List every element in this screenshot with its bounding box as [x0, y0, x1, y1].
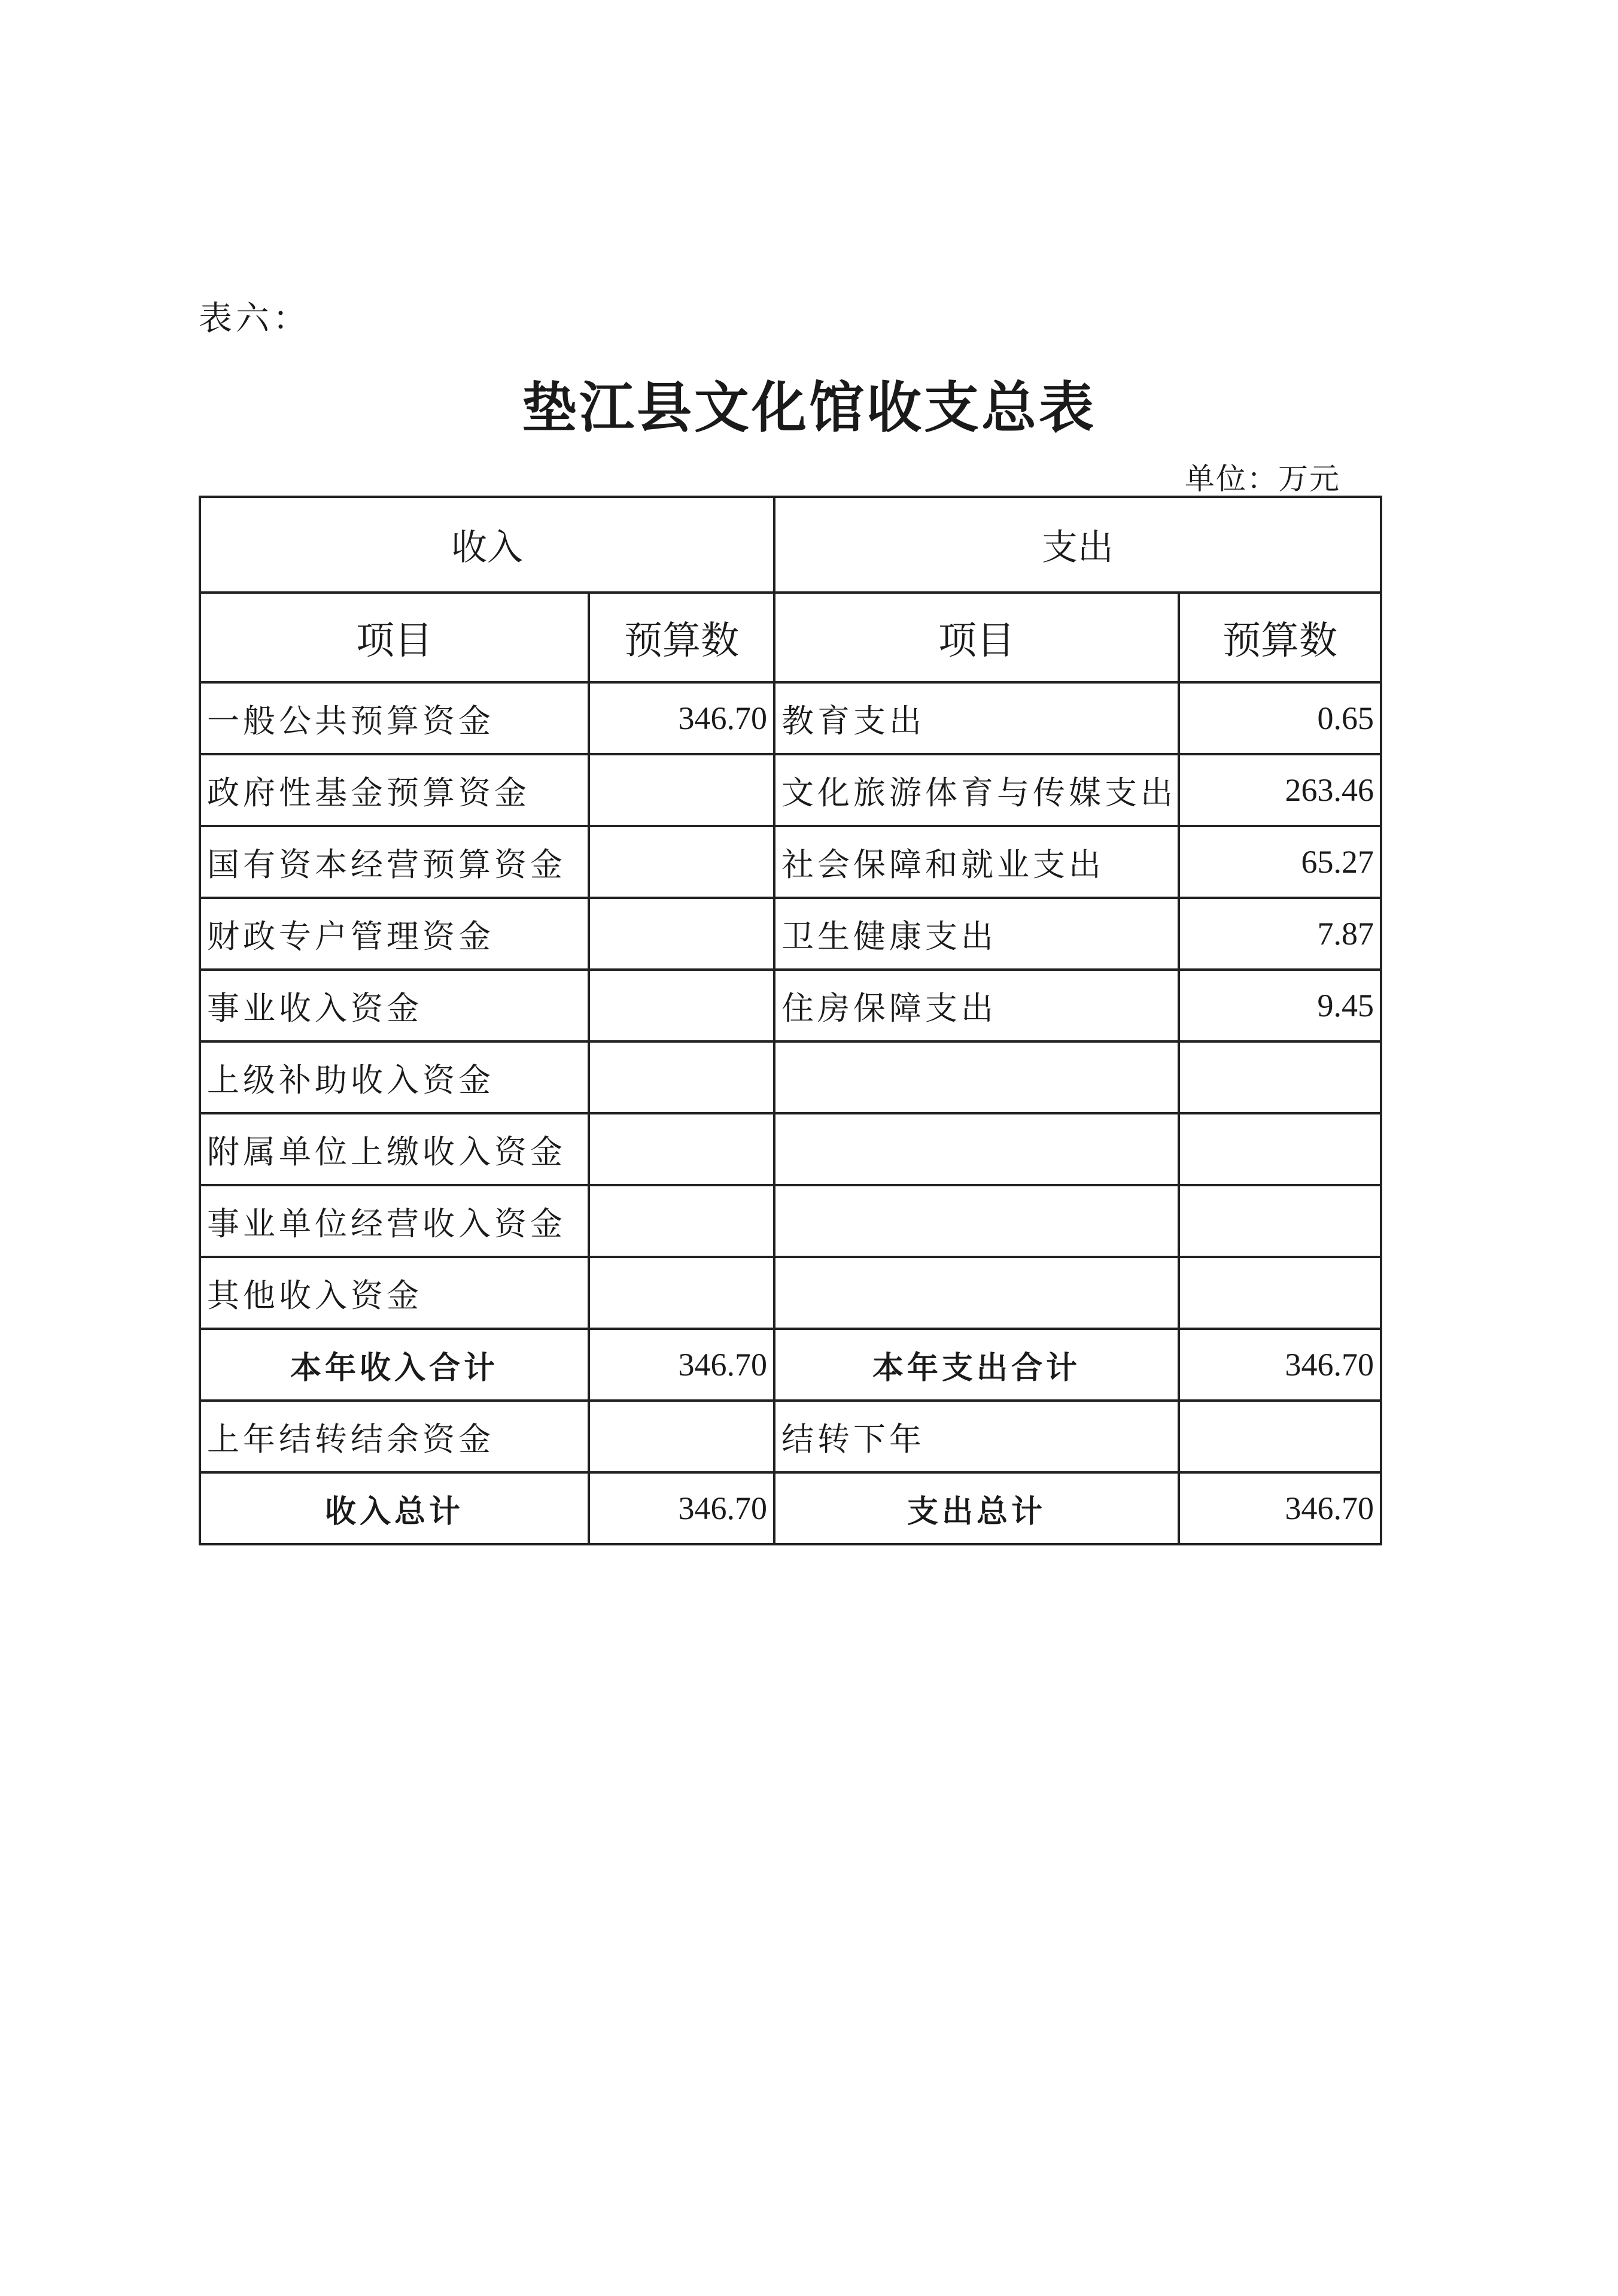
table-row [200, 1041, 1381, 1113]
table-row [200, 898, 1381, 970]
expense-item-cell [774, 1041, 1179, 1113]
income-section-header: 收入 [200, 497, 774, 593]
expense-item-cell: 社会保障和就业支出 [774, 826, 1179, 898]
income-amount-cell [589, 1113, 774, 1185]
income-item-cell: 事业收入资金 [200, 970, 589, 1041]
expense-amount-cell [1179, 1113, 1381, 1185]
expense-amount-cell [1179, 1401, 1381, 1472]
expense-item-cell [774, 1113, 1179, 1185]
income-amount-cell [589, 1041, 774, 1113]
expense-amount-cell [1179, 1041, 1381, 1113]
expense-amount-cell [1179, 1185, 1381, 1257]
income-amount-cell [589, 1185, 774, 1257]
expense-item-cell: 结转下年 [774, 1401, 1179, 1472]
income-item-cell: 其他收入资金 [200, 1257, 589, 1329]
expense-amount-cell: 7.87 [1179, 898, 1381, 970]
income-item-cell: 事业单位经营收入资金 [200, 1185, 589, 1257]
page-title: 垫江县文化馆收支总表 [521, 375, 1096, 440]
income-item-header: 项目 [200, 593, 589, 682]
income-amount-cell [589, 898, 774, 970]
income-amount-cell: 346.70 [589, 1472, 774, 1544]
income-amount-cell [589, 754, 774, 826]
income-amount-cell: 346.70 [589, 682, 774, 754]
expense-item-cell: 支出总计 [774, 1472, 1179, 1544]
expense-item-cell [774, 1185, 1179, 1257]
expense-item-cell: 住房保障支出 [774, 970, 1179, 1041]
column-header-row [200, 593, 1381, 682]
income-amount-cell: 346.70 [589, 1329, 774, 1401]
expense-amount-cell: 346.70 [1179, 1472, 1381, 1544]
table-row [200, 826, 1381, 898]
table-row [200, 682, 1381, 754]
income-amount-cell [589, 826, 774, 898]
expense-item-cell: 本年支出合计 [774, 1329, 1179, 1401]
unit-label: 单位：万元 [1185, 461, 1340, 496]
table-row [200, 1113, 1381, 1185]
income-amount-cell [589, 1257, 774, 1329]
income-item-cell: 一般公共预算资金 [200, 682, 589, 754]
expense-amount-cell: 346.70 [1179, 1329, 1381, 1401]
income-item-cell: 国有资本经营预算资金 [200, 826, 589, 898]
income-item-cell: 本年收入合计 [200, 1329, 589, 1401]
expense-item-header: 项目 [774, 593, 1179, 682]
expense-amount-cell: 9.45 [1179, 970, 1381, 1041]
section-header-row [200, 497, 1381, 593]
table-row [200, 970, 1381, 1041]
income-expense-table [199, 496, 1382, 1545]
income-item-cell: 财政专户管理资金 [200, 898, 589, 970]
expense-item-cell: 卫生健康支出 [774, 898, 1179, 970]
expense-amount-cell: 0.65 [1179, 682, 1381, 754]
expense-section-header: 支出 [774, 497, 1381, 593]
table-row [200, 1185, 1381, 1257]
income-item-cell: 上年结转结余资金 [200, 1401, 589, 1472]
expense-item-cell: 文化旅游体育与传媒支出 [774, 754, 1179, 826]
total-row [200, 1329, 1381, 1401]
income-amount-cell [589, 970, 774, 1041]
expense-item-cell [774, 1257, 1179, 1329]
table-row [200, 1257, 1381, 1329]
income-amount-cell [589, 1401, 774, 1472]
expense-budget-header: 预算数 [1179, 593, 1381, 682]
table-row [200, 1401, 1381, 1472]
expense-amount-cell: 65.27 [1179, 826, 1381, 898]
expense-item-cell: 教育支出 [774, 682, 1179, 754]
expense-amount-cell [1179, 1257, 1381, 1329]
income-item-cell: 政府性基金预算资金 [200, 754, 589, 826]
table-number-label: 表六： [199, 299, 310, 338]
income-budget-header: 预算数 [589, 593, 774, 682]
expense-amount-cell: 263.46 [1179, 754, 1381, 826]
table-row [200, 754, 1381, 826]
total-row [200, 1472, 1381, 1544]
income-item-cell: 附属单位上缴收入资金 [200, 1113, 589, 1185]
income-item-cell: 收入总计 [200, 1472, 589, 1544]
income-item-cell: 上级补助收入资金 [200, 1041, 589, 1113]
